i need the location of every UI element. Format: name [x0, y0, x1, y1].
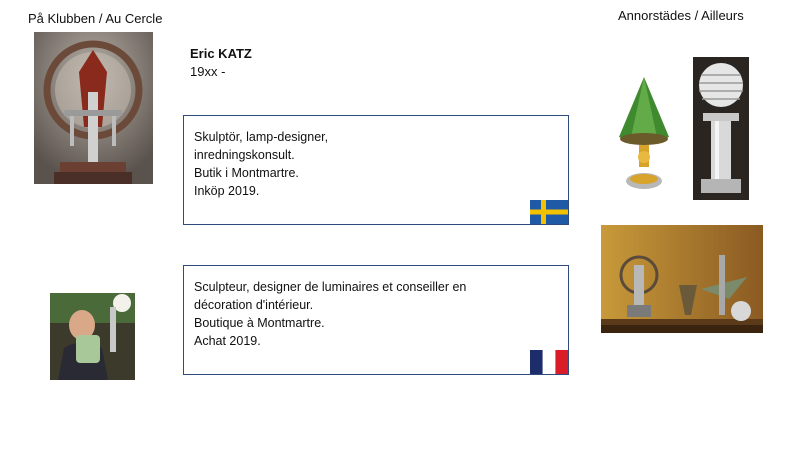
swedish-description: [194, 128, 328, 200]
artist-name: Eric KATZ: [190, 46, 252, 61]
french-line: Sculpteur, designer de luminaires et conseiller en: [194, 280, 467, 294]
french-description: [194, 278, 466, 350]
artist-portrait-photo: [50, 293, 135, 380]
french-line: décoration d'intérieur.: [194, 298, 314, 312]
green-lamp-photo: [607, 57, 682, 200]
swedish-flag-icon: [530, 200, 568, 224]
artist-years: 19xx -: [190, 64, 226, 79]
french-line: Achat 2019.: [194, 334, 261, 348]
swedish-line: Inköp 2019.: [194, 184, 260, 198]
swedish-line: Butik i Montmartre.: [194, 166, 299, 180]
swedish-line: Skulptör, lamp-designer,: [194, 130, 329, 144]
swedish-description-box: [183, 115, 569, 225]
swedish-line: inredningskonsult.: [194, 148, 295, 162]
club-lamp-photo: [34, 32, 153, 184]
left-section-title: På Klubben / Au Cercle: [28, 11, 163, 26]
french-line: Boutique à Montmartre.: [194, 316, 325, 330]
chrome-lamp-photo: [693, 57, 749, 200]
french-description-box: [183, 265, 569, 375]
french-flag-icon: [530, 350, 568, 374]
display-shelf-photo: [601, 225, 763, 333]
right-section-title: Annorstädes / Ailleurs: [618, 8, 744, 23]
